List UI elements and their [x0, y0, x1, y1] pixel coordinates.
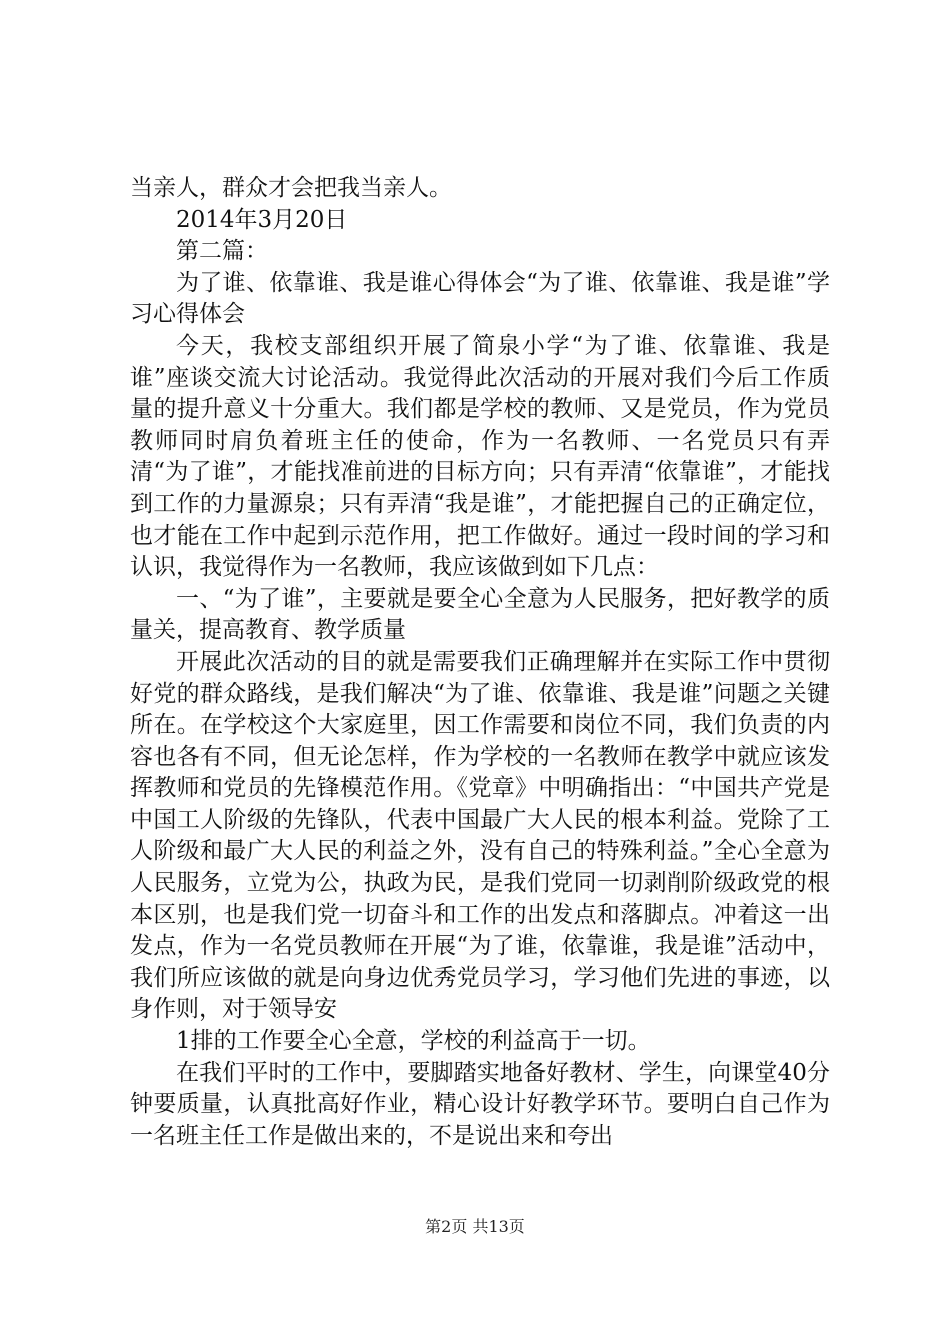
paragraph: 第二篇： — [176, 238, 268, 265]
paragraph: 在我们平时的工作中，要脚踏实地备好教材、学生，向课堂40分钟要质量，认真批高好作业，精心设计好教学环节。要明白自己作为一名班主任工作是做出来的，不是说出来和夸出 — [130, 1059, 830, 1149]
paragraph: 为了谁、依靠谁、我是谁心得体会“为了谁、依靠谁、我是谁”学习心得体会 — [130, 269, 830, 328]
page-footer: 第2页 共13页 — [425, 1217, 525, 1236]
document-body — [130, 173, 830, 1152]
paragraph: 当亲人，群众才会把我当亲人。 — [130, 175, 452, 201]
paragraph: 一、“为了谁”，主要就是要全心全意为人民服务，把好教学的质量关，提高教育、教学质量 — [130, 585, 830, 644]
paragraph: 开展此次活动的目的就是需要我们正确理解并在实际工作中贯彻好党的群众路线，是我们解决“为了谁、依靠谁、我是谁”问题之关键所在。在学校这个大家庭里，因工作需要和岗位不同，我们负责的内容也各有不同，但无论怎样，作为学校的一名教师在教学中就应该发挥教师和党员的先锋模范作用。《党章》中明确指出：“中国共产党是中国工人阶级的先锋队，代表中国最广大人民的根本利益。党除了工人阶级和最广大人民的利益之外，没有自己的特殊利益。”全心全意为人民服务，立党为公，执政为民，是我们党同一切剥削阶级政党的根本区别，也是我们党一切奋斗和工作的出发点和落脚点。冲着这一出发点，作为一名党员教师在开展“为了谁，依靠谁，我是谁”活动中，我们所应该做的就是向身边优秀党员学习，学习他们先进的事迹，以身作则，对于领导安 — [130, 648, 830, 1023]
paragraph: 1排的工作要全心全意，学校的利益高于一切。 — [176, 1028, 651, 1055]
paragraph: 今天，我校支部组织开展了简泉小学“为了谁、依靠谁、我是谁”座谈交流大讨论活动。我觉得此次活动的开展对我们今后工作质量的提升意义十分重大。我们都是学校的教师、又是党员，作为党员教师同时肩负着班主任的使命，作为一名教师、一名党员只有弄清“为了谁”，才能找准前进的目标方向；只有弄清“依靠谁”，才能找到工作的力量源泉；只有弄清“我是谁”，才能把握自己的正确定位，也才能在工作中起到示范作用，把工作做好。通过一段时间的学习和认识，我觉得作为一名教师，我应该做到如下几点： — [130, 332, 830, 581]
paragraph: 2014年3月20日 — [176, 206, 348, 233]
